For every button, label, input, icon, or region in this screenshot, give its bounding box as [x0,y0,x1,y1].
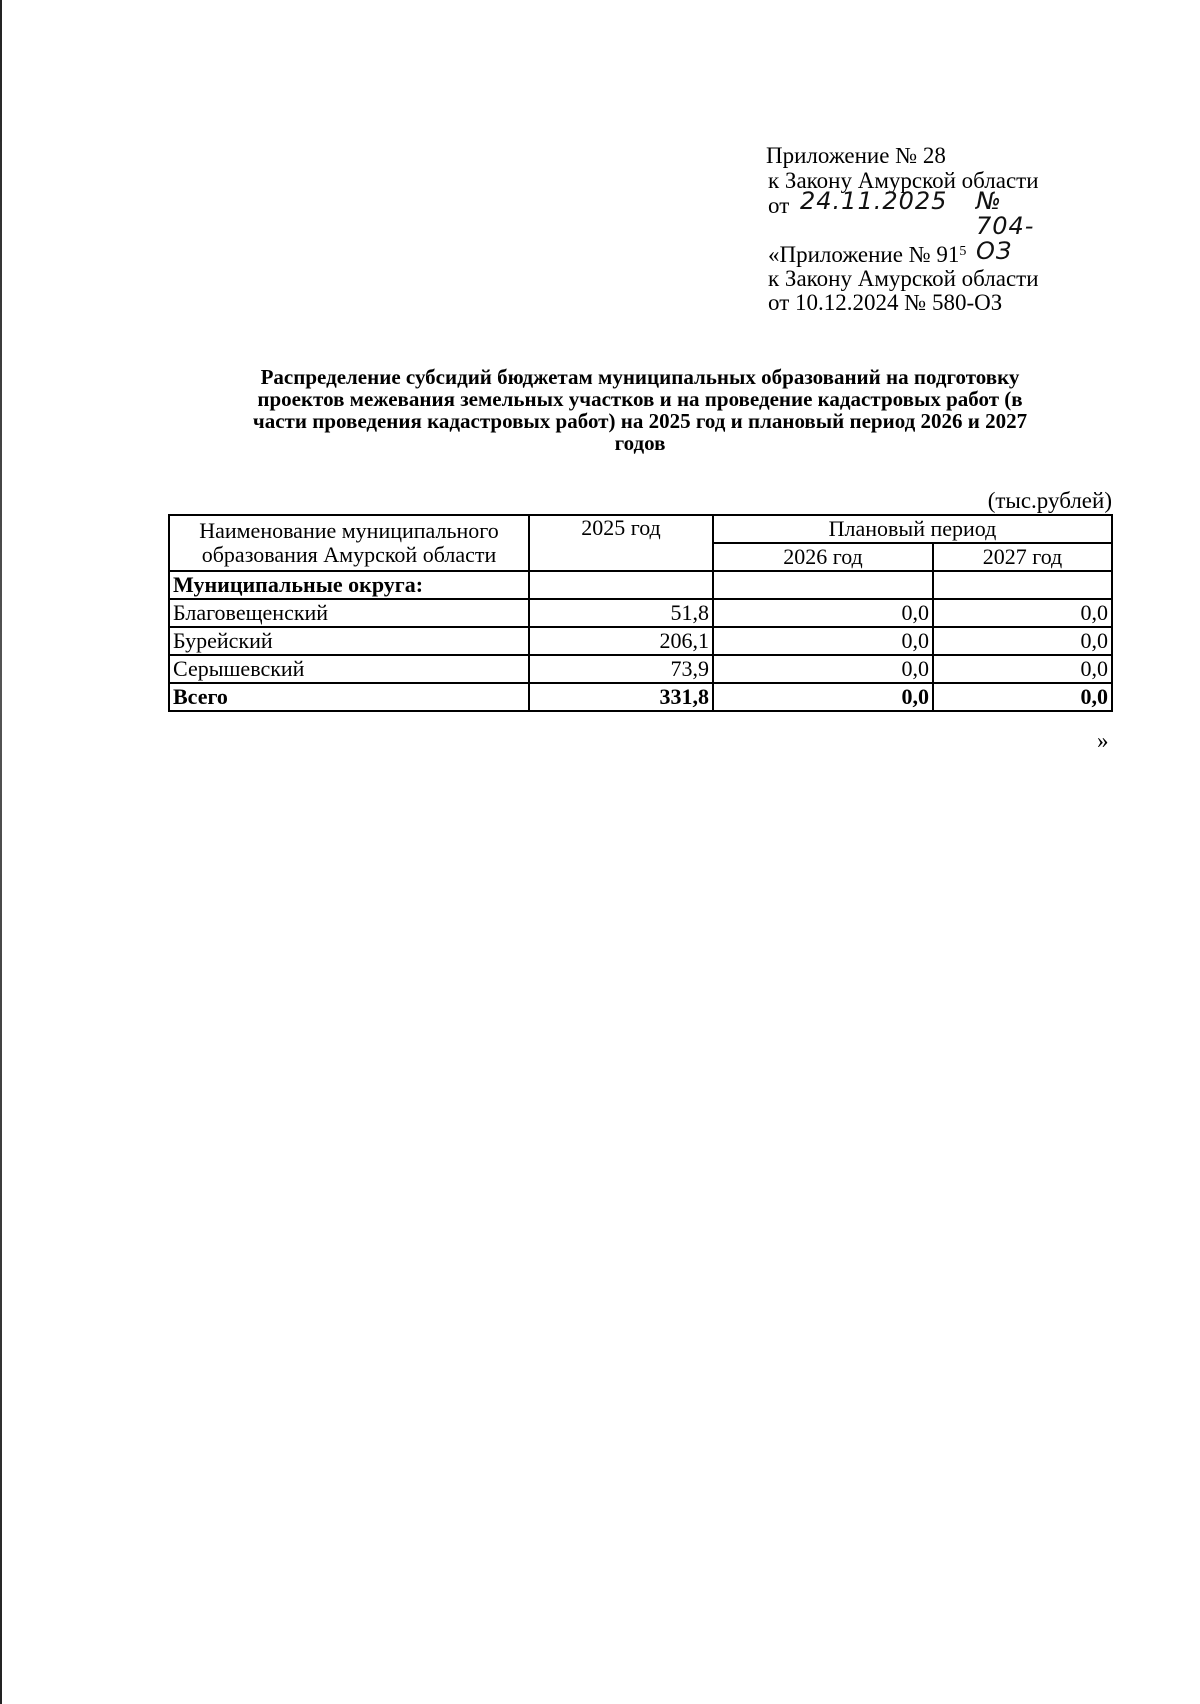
total-row [169,683,1112,711]
handwritten-law-number: № 704-ОЗ [976,187,1035,265]
row-value-2027: 0,0 [933,599,1112,627]
annex-law: к Закону Амурской области [768,168,1039,193]
handwritten-date: 24.11.2025 [800,187,948,215]
row-value-2027: 0,0 [933,655,1112,683]
title-line: Распределение субсидий бюджетам муниципальных образований на подготовку [260,365,1020,389]
total-value-2025: 331,8 [529,683,713,711]
row-value-2026: 0,0 [713,655,933,683]
units-label: (тыс.рублей) [987,488,1112,513]
total-value-2026: 0,0 [713,683,933,711]
section-label: Муниципальные округа: [169,571,529,599]
annex-reference [768,243,1039,315]
row-value-2025: 51,8 [529,599,713,627]
table-row [169,627,1112,655]
scan-edge [0,0,2,1704]
row-value-2025: 206,1 [529,627,713,655]
document-title [180,366,1100,454]
annex-ref-number: «Приложение № $91^5$ [768,242,967,267]
closing-quote: » [1097,728,1109,753]
table-row [169,655,1112,683]
header-name: Наименование муниципального образования Амурской области [169,515,529,571]
annex-ref-date: от 10.12.2024 № 580-ОЗ [768,290,1003,315]
row-value-2027: 0,0 [933,627,1112,655]
header-planned-period: Плановый период [713,515,1112,543]
row-value-2026: 0,0 [713,599,933,627]
annex-ref-superscript: 5 [959,244,967,259]
title-line: годов [614,431,666,455]
annex-ref-law: к Закону Амурской области [768,266,1039,291]
annex-date-prefix: от [768,193,790,218]
total-label: Всего [169,683,529,711]
header-2027: 2027 год [933,543,1112,571]
table-row [169,599,1112,627]
header-2025: 2025 год [529,515,713,571]
title-line: части проведения кадастровых работ) на 2025 год и плановый период 2026 и 2027 [252,409,1028,433]
row-value-2026: 0,0 [713,627,933,655]
header-2026: 2026 год [713,543,933,571]
row-value-2025: 73,9 [529,655,713,683]
title-line: проектов межевания земельных участков и на проведение кадастровых работ (в [257,387,1023,411]
section-row [169,571,1112,599]
table-header-row [169,515,1112,543]
subsidy-table [168,514,1113,712]
annex-number: Приложение № 28 [766,143,946,168]
total-value-2027: 0,0 [933,683,1112,711]
row-name: Бурейский [169,627,529,655]
row-name: Серышевский [169,655,529,683]
row-name: Благовещенский [169,599,529,627]
